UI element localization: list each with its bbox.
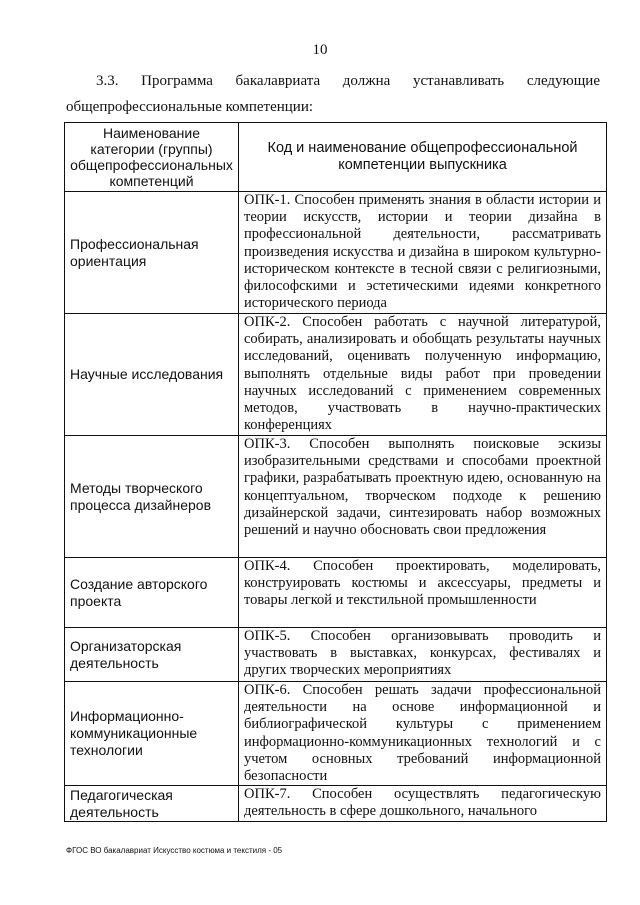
table-header-row — [65, 123, 607, 192]
page-footer: ФГОС ВО бакалавриат Искусство костюма и текстиля - 05 — [66, 846, 283, 855]
row-category: Организаторская деятельность — [65, 628, 239, 682]
table-row — [65, 314, 607, 436]
table-row — [65, 558, 607, 628]
intro-line-2: общепрофессиональные компетенции: — [66, 99, 314, 115]
table-row — [65, 192, 607, 314]
header-category: Наименование категории (группы) общепрофессиональных компетенций — [65, 123, 239, 192]
page-number: 10 — [312, 42, 328, 58]
row-category: Научные исследования — [65, 314, 239, 436]
row-competence: ОПК-4. Способен проектировать, моделировать, конструировать костюмы и аксессуары, предметы и товары легкой и текстильной промышленности — [239, 558, 607, 628]
table-row — [65, 628, 607, 682]
table-row — [65, 786, 607, 822]
row-competence: ОПК-3. Способен выполнять поисковые эскизы изобразительными средствами и способами проектной графики, разрабатывать проектную идею, основанную на концептуальном, творческом подходе к решению дизайнерской задачи, синтезировать набор возможных решений и научно обосновать свои предложения — [239, 436, 607, 558]
row-competence: ОПК-1. Способен применять знания в области истории и теории искусств, истории и теории дизайна в профессиональной деятельности, рассматривать произведения искусства и дизайна в широком культурно-историческом контексте в тесной связи с религиозными, философскими и эстетическими идеями конкретного исторического периода — [239, 192, 607, 314]
row-category: Профессиональная ориентация — [65, 192, 239, 314]
row-competence: ОПК-7. Способен осуществлять педагогическую деятельность в сфере дошкольного, начального — [239, 786, 607, 822]
row-competence: ОПК-2. Способен работать с научной литературой, собирать, анализировать и обобщать результаты научных исследований, оценивать полученную информацию, выполнять отдельные виды работ при проведении научных исследований с применением современных методов, участвовать в научно-практических конференциях — [239, 314, 607, 436]
row-category: Информационно-коммуникационные технологии — [65, 682, 239, 786]
table-row — [65, 682, 607, 786]
header-code: Код и наименование общепрофессиональной компетенции выпускника — [239, 123, 607, 192]
row-competence: ОПК-6. Способен решать задачи профессиональной деятельности на основе информационной и библиографической культуры с применением информационно-коммуникационных технологий и с учетом основных требований информационной безопасности — [239, 682, 607, 786]
row-competence: ОПК-5. Способен организовывать проводить и участвовать в выставках, конкурсах, фестивалях и других творческих мероприятиях — [239, 628, 607, 682]
table-row — [65, 436, 607, 558]
competencies-table — [64, 122, 607, 822]
row-category: Педагогическая деятельность — [65, 786, 239, 822]
intro-line-1: 3.3. Программа бакалавриата должна устанавливать следующие — [96, 73, 600, 89]
row-category: Создание авторского проекта — [65, 558, 239, 628]
row-category: Методы творческого процесса дизайнеров — [65, 436, 239, 558]
